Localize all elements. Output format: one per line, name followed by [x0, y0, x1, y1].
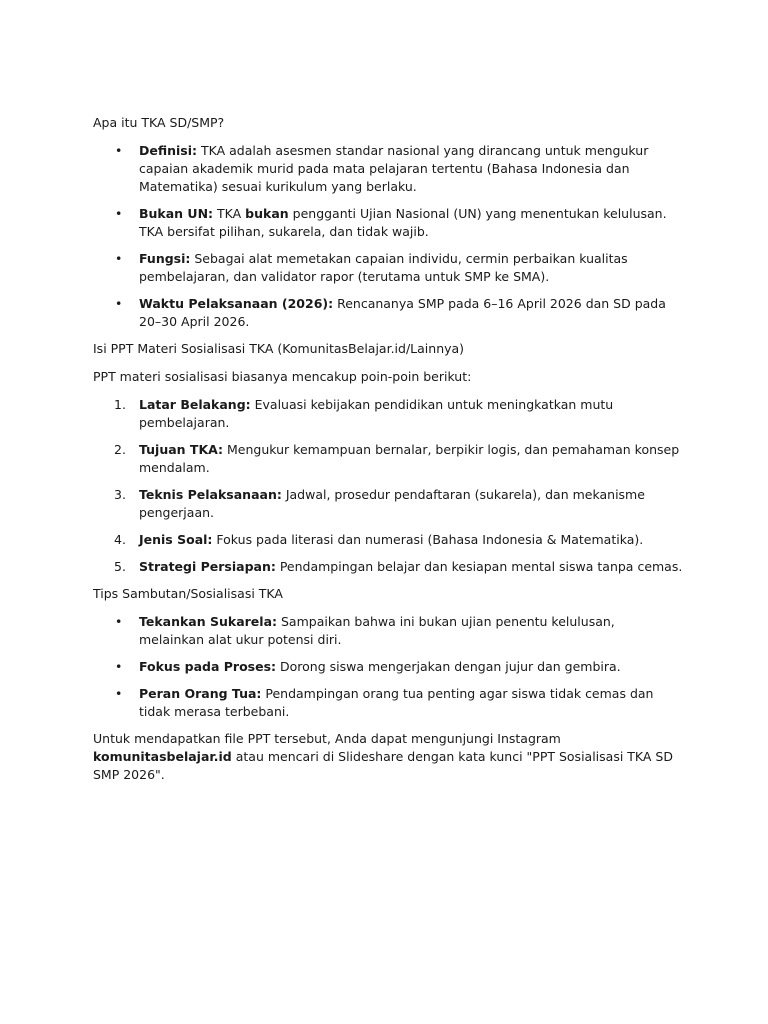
number-marker: 3.: [114, 487, 126, 502]
item-text: Dorong siswa mengerjakan dengan jujur dan gembira.: [276, 659, 621, 674]
list-item-fokus-proses: [93, 658, 683, 676]
list-item-strategi-persiapan: [93, 558, 683, 576]
item-label: Teknis Pelaksanaan:: [139, 487, 282, 502]
item-text: Pendampingan orang tua penting agar siswa tidak cemas dan tidak merasa terbebani.: [139, 686, 654, 719]
list-item-tujuan-tka: [93, 441, 683, 477]
item-text: Jadwal, prosedur pendaftaran (sukarela), dan mekanisme pengerjaan.: [139, 487, 645, 520]
numbered-list-materi: [93, 396, 683, 576]
bullet-list-tips: [93, 613, 683, 721]
list-item-latar-belakang: [93, 396, 683, 432]
item-emphasis: bukan: [245, 206, 289, 221]
item-label: Tujuan TKA:: [139, 442, 224, 457]
bullet-marker: •: [115, 686, 123, 701]
section-heading-apa-itu-tka: Apa itu TKA SD/SMP?: [93, 115, 225, 130]
bullet-marker: •: [115, 614, 123, 629]
item-text: Sampaikan bahwa ini bukan ujian penentu kelulusan, melainkan alat ukur potensi diri.: [139, 614, 615, 647]
bullet-marker: •: [115, 296, 123, 311]
closing-text-post: atau mencari di Slideshare dengan kata kunci "PPT Sosialisasi TKA SD SMP 2026".: [93, 749, 673, 782]
item-text: Rencananya SMP pada 6–16 April 2026 dan SD pada 20–30 April 2026.: [139, 296, 666, 329]
list-item-waktu-pelaksanaan: [93, 295, 683, 331]
item-label: Jenis Soal:: [139, 532, 213, 547]
bullet-marker: •: [115, 206, 123, 221]
list-item-peran-orang-tua: [93, 685, 683, 721]
item-text-pre: TKA: [213, 206, 246, 221]
item-text: Sebagai alat memetakan capaian individu, cermin perbaikan kualitas pembelajaran, dan validator rapor (terutama untuk SMP ke SMA).: [139, 251, 628, 284]
item-text: TKA adalah asesmen standar nasional yang dirancang untuk mengukur capaian akademik murid pada mata pelajaran tertentu (Bahasa Indonesia dan Matematika) sesuai kurikulum yang berlaku.: [139, 143, 649, 194]
section-heading-isi-ppt: Isi PPT Materi Sosialisasi TKA (KomunitasBelajar.id/Lainnya): [93, 341, 465, 356]
item-label: Fungsi:: [139, 251, 191, 266]
list-item-bukan-un: [93, 205, 683, 241]
document-content: [93, 114, 683, 794]
item-label: Bukan UN:: [139, 206, 214, 221]
item-text: pengganti Ujian Nasional (UN) yang menentukan kelulusan. TKA bersifat pilihan, sukarela, dan tidak wajib.: [139, 206, 667, 239]
list-item-definisi: [93, 142, 683, 196]
item-text: Pendampingan belajar dan kesiapan mental siswa tanpa cemas.: [275, 559, 683, 574]
closing-text-pre: Untuk mendapatkan file PPT tersebut, Anda dapat mengunjungi Instagram: [93, 731, 561, 746]
list-item-jenis-soal: [93, 531, 683, 549]
instagram-handle: komunitasbelajar.id: [93, 749, 232, 764]
list-item-tekankan-sukarela: [93, 613, 683, 649]
number-marker: 1.: [114, 397, 126, 412]
item-label: Tekankan Sukarela:: [139, 614, 278, 629]
item-label: Waktu Pelaksanaan (2026):: [139, 296, 334, 311]
number-marker: 2.: [114, 442, 126, 457]
number-marker: 4.: [114, 532, 126, 547]
item-label: Peran Orang Tua:: [139, 686, 262, 701]
bullet-list-definitions: [93, 142, 683, 331]
section-heading-tips: Tips Sambutan/Sosialisasi TKA: [93, 586, 283, 601]
bullet-marker: •: [115, 251, 123, 266]
number-marker: 5.: [114, 559, 126, 574]
item-label: Definisi:: [139, 143, 198, 158]
list-item-fungsi: [93, 250, 683, 286]
bullet-marker: •: [115, 143, 123, 158]
section-intro: PPT materi sosialisasi biasanya mencakup poin-poin berikut:: [93, 369, 472, 384]
item-text: Evaluasi kebijakan pendidikan untuk meningkatkan mutu pembelajaran.: [139, 397, 614, 430]
list-item-teknis-pelaksanaan: [93, 486, 683, 522]
item-label: Strategi Persiapan:: [139, 559, 276, 574]
item-text: Fokus pada literasi dan numerasi (Bahasa Indonesia & Matematika).: [212, 532, 644, 547]
bullet-marker: •: [115, 659, 123, 674]
item-label: Fokus pada Proses:: [139, 659, 277, 674]
item-text: Mengukur kemampuan bernalar, berpikir logis, dan pemahaman konsep mendalam.: [139, 442, 680, 475]
item-label: Latar Belakang:: [139, 397, 251, 412]
closing-paragraph: [93, 730, 683, 784]
